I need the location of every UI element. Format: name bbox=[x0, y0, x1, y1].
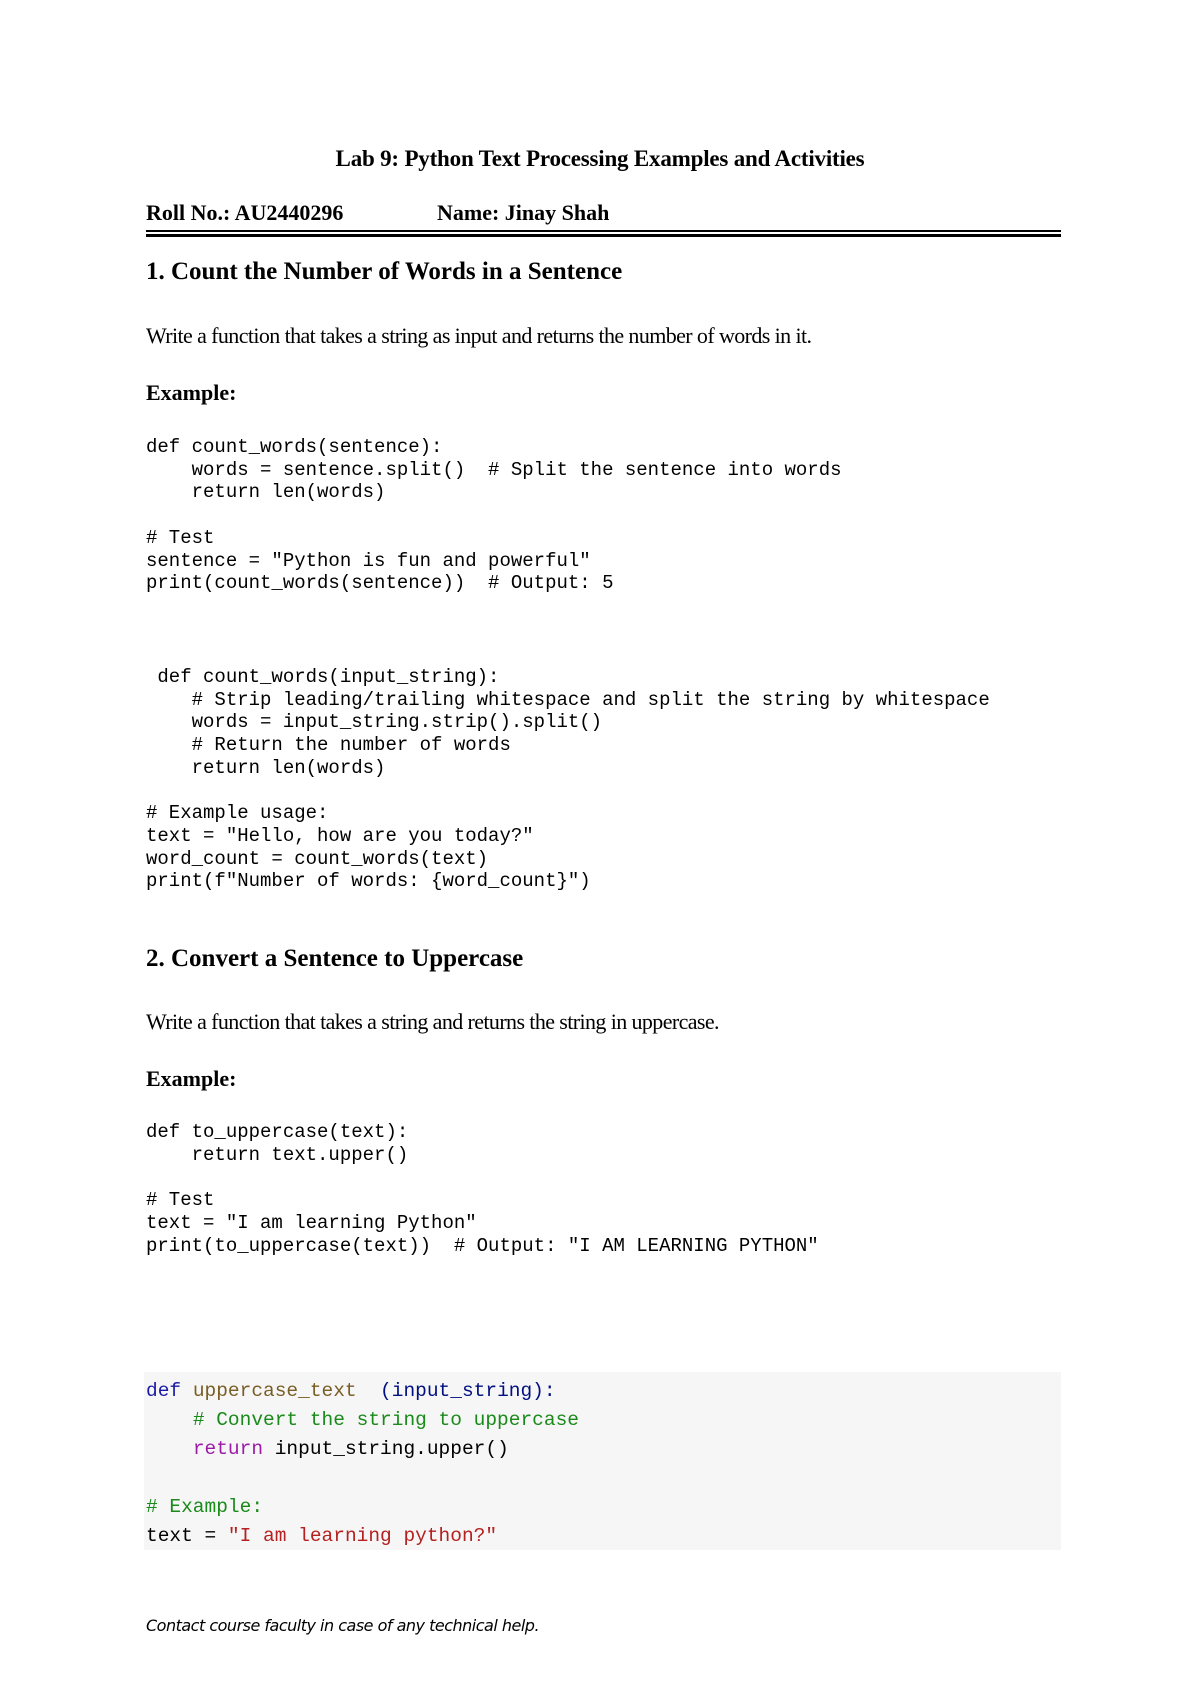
footer-note: Contact course faculty in case of any technical help. bbox=[146, 1616, 540, 1635]
header-divider bbox=[146, 230, 1061, 232]
header-divider-thick bbox=[146, 234, 1061, 237]
section-2-solution-code bbox=[146, 1377, 579, 1551]
section-1-heading: 1. Count the Number of Words in a Sentence bbox=[146, 258, 623, 285]
section-2-example-label: Example: bbox=[146, 1066, 237, 1091]
section-2-heading: 2. Convert a Sentence to Uppercase bbox=[146, 945, 524, 972]
code-comment-example: # Example: bbox=[146, 1496, 264, 1518]
section-1-solution-code: def count_words(input_string): # Strip leading/trailing whitespace and split the string by whitespace words = input_string.strip().split() # Return the number of words return len(words) # Example usage: text = "Hello, how are you today?" word_count = count_words(text) print(f"Number of words: {word_count}") bbox=[146, 666, 990, 893]
section-1-example-label: Example: bbox=[146, 380, 237, 405]
code-parameters: (input_string): bbox=[380, 1380, 556, 1402]
section-2-description: Write a function that takes a string and returns the string in uppercase. bbox=[146, 1009, 719, 1034]
code-function-name: uppercase_text bbox=[192, 1380, 357, 1402]
page-title: Lab 9: Python Text Processing Examples and Activities bbox=[335, 146, 865, 171]
code-keyword-def: def bbox=[146, 1380, 182, 1402]
section-1-description: Write a function that takes a string as input and returns the number of words in it. bbox=[146, 323, 812, 348]
code-string-literal: "I am learning python?" bbox=[227, 1525, 498, 1547]
code-assignment: text = bbox=[146, 1525, 228, 1547]
roll-number: Roll No.: AU2440296 bbox=[146, 200, 344, 225]
section-2-example-code: def to_uppercase(text): return text.upper() # Test text = "I am learning Python" print(to_uppercase(text)) # Output: "I AM LEARNING PYTHON" bbox=[146, 1121, 819, 1257]
code-keyword-return: return bbox=[192, 1438, 264, 1460]
code-return-expression: input_string.upper() bbox=[274, 1438, 509, 1460]
code-comment-convert: # Convert the string to uppercase bbox=[192, 1409, 579, 1431]
section-1-example-code: def count_words(sentence): words = sentence.split() # Split the sentence into words return len(words) # Test sentence = "Python is fun and powerful" print(count_words(sentence)) # Output: 5 bbox=[146, 436, 842, 595]
student-name: Name: Jinay Shah bbox=[437, 200, 610, 225]
